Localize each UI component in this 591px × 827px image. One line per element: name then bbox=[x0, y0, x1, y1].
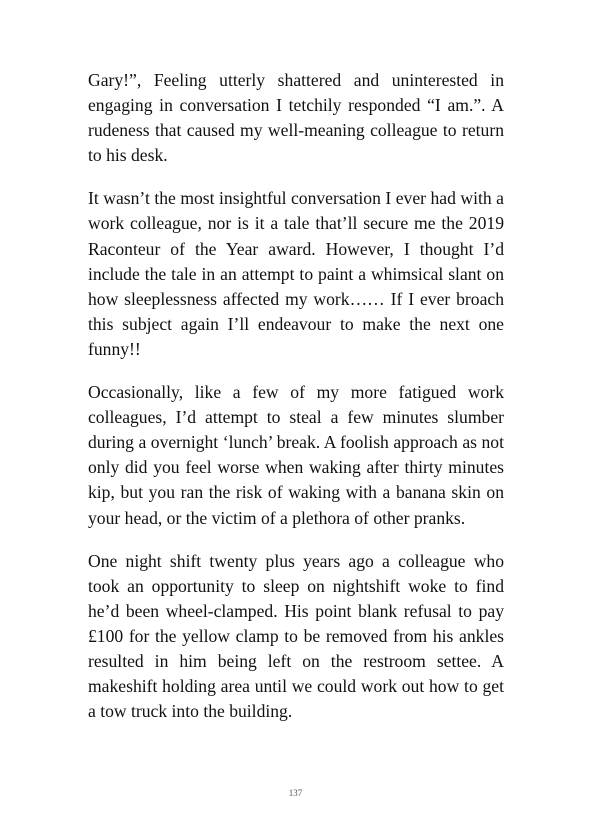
body-text bbox=[88, 68, 504, 742]
paragraph-3: Occasionally, like a few of my more fatigued work colleagues, I’d attempt to steal a few minutes slumber during a overnight ‘lunch’ break. A foolish approach as not only did you feel worse when waking after thirty minutes kip, but you ran the risk of waking with a banana skin on your head, or the victim of a plethora of other pranks. bbox=[88, 382, 504, 528]
paragraph-4: One night shift twenty plus years ago a colleague who took an opportunity to sleep on nightshift woke to find he’d been wheel-clamped. His point blank refusal to pay £100 for the yellow clamp to be removed from his ankles resulted in him being left on the restroom settee. A makeshift holding area until we could work out how to get a tow truck into the building. bbox=[88, 550, 504, 722]
page-number: 137 bbox=[288, 788, 303, 798]
paragraph-2: It wasn’t the most insightful conversation I ever had with a work colleague, nor is it a tale that’ll secure me the 2019 Raconteur of the Year award. However, I thought I’d include the tale in an attempt to paint a whimsical slant on how sleeplessness affected my work…… If I ever broach this subject again I’ll endeavour to make the next one funny!! bbox=[88, 188, 504, 359]
paragraph-1: Gary!”, Feeling utterly shattered and uninterested in engaging in conversation I tetchily responded “I am.”. A rudeness that caused my well-meaning colleague to return to his desk. bbox=[88, 70, 504, 166]
